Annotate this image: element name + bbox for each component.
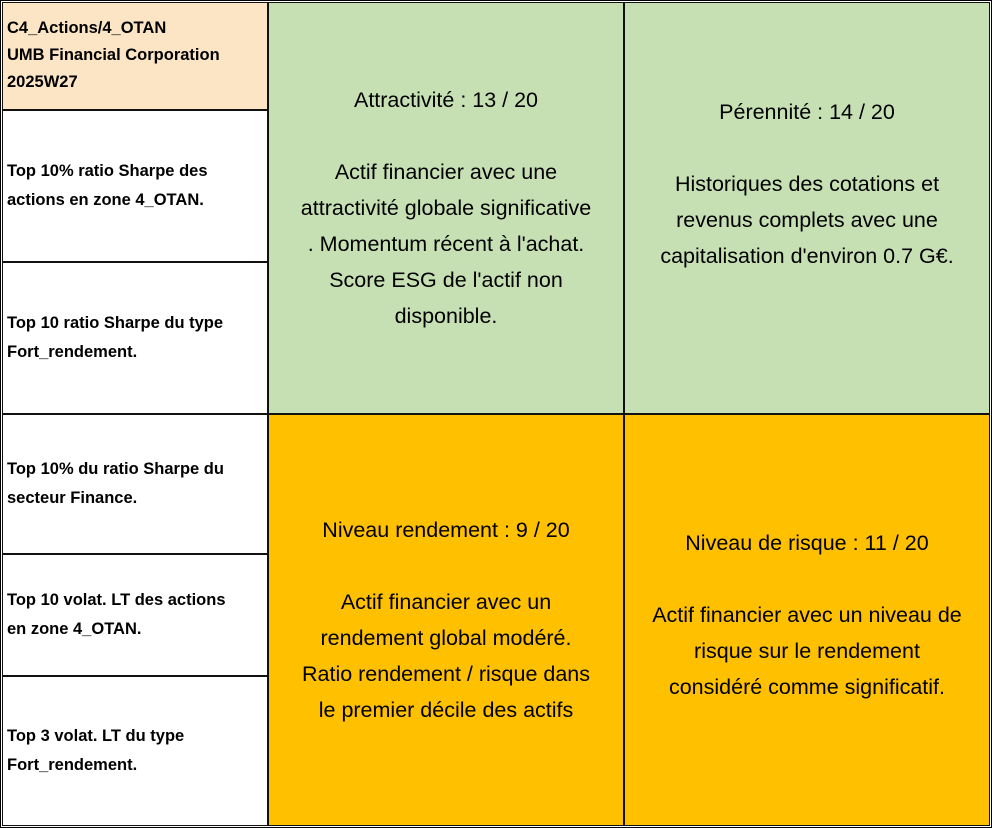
description-line: Actif financier avec une bbox=[334, 160, 558, 184]
criterion-text: secteur Finance. bbox=[7, 489, 138, 507]
criterion-text: Fort_rendement. bbox=[7, 756, 138, 774]
description-line: risque sur le rendement bbox=[694, 639, 920, 663]
week-label: 2025W27 bbox=[7, 73, 78, 91]
attractivite-description bbox=[301, 154, 591, 334]
criterion-text: Fort_rendement. bbox=[7, 343, 138, 361]
criterion-cell bbox=[2, 554, 268, 676]
risque-panel bbox=[624, 414, 990, 826]
description-line: Score ESG de l'actif non bbox=[329, 268, 563, 292]
description-line: le premier décile des actifs bbox=[318, 698, 574, 722]
description-line: Ratio rendement / risque dans bbox=[301, 662, 591, 686]
rendement-score: Niveau rendement : 9 / 20 bbox=[322, 518, 570, 542]
criterion-text: Top 10% du ratio Sharpe du bbox=[7, 460, 224, 478]
criterion-cell bbox=[2, 676, 268, 826]
rendement-panel bbox=[268, 414, 624, 826]
perennite-panel bbox=[624, 2, 990, 414]
criterion-cell bbox=[2, 262, 268, 414]
description-line: rendement global modéré. bbox=[320, 626, 572, 650]
description-line: . Momentum récent à l'achat. bbox=[307, 232, 585, 256]
attractivite-score: Attractivité : 13 / 20 bbox=[353, 88, 539, 112]
criterion-cell bbox=[2, 414, 268, 554]
risque-score: Niveau de risque : 11 / 20 bbox=[685, 531, 929, 555]
criterion-text: Top 10 ratio Sharpe du type bbox=[7, 314, 224, 332]
description-line: disponible. bbox=[394, 304, 498, 328]
risque-description bbox=[652, 597, 962, 705]
description-line: considéré comme significatif. bbox=[668, 675, 945, 699]
asset-name: UMB Financial Corporation bbox=[7, 46, 220, 64]
description-line: attractivité globale significative bbox=[300, 196, 592, 220]
description-line: capitalisation d'environ 0.7 G€. bbox=[660, 244, 954, 268]
category-label: C4_Actions/4_OTAN bbox=[7, 19, 167, 37]
criterion-text: actions en zone 4_OTAN. bbox=[7, 191, 204, 209]
perennite-description bbox=[660, 166, 953, 274]
attractivite-panel bbox=[268, 2, 624, 414]
description-line: Actif financier avec un niveau de bbox=[652, 603, 962, 627]
criterion-cell bbox=[2, 110, 268, 262]
perennite-score: Pérennité : 14 / 20 bbox=[719, 100, 895, 124]
description-line: revenus complets avec une bbox=[676, 208, 938, 232]
description-line: Historiques des cotations et bbox=[674, 172, 940, 196]
criterion-text: Top 10 volat. LT des actions bbox=[7, 591, 226, 609]
criterion-text: en zone 4_OTAN. bbox=[7, 620, 142, 638]
rendement-description bbox=[302, 584, 590, 728]
asset-header bbox=[2, 2, 268, 110]
description-line: Actif financier avec un bbox=[340, 590, 552, 614]
criterion-text: Top 10% ratio Sharpe des bbox=[7, 162, 208, 180]
criterion-text: Top 3 volat. LT du type bbox=[7, 727, 185, 745]
